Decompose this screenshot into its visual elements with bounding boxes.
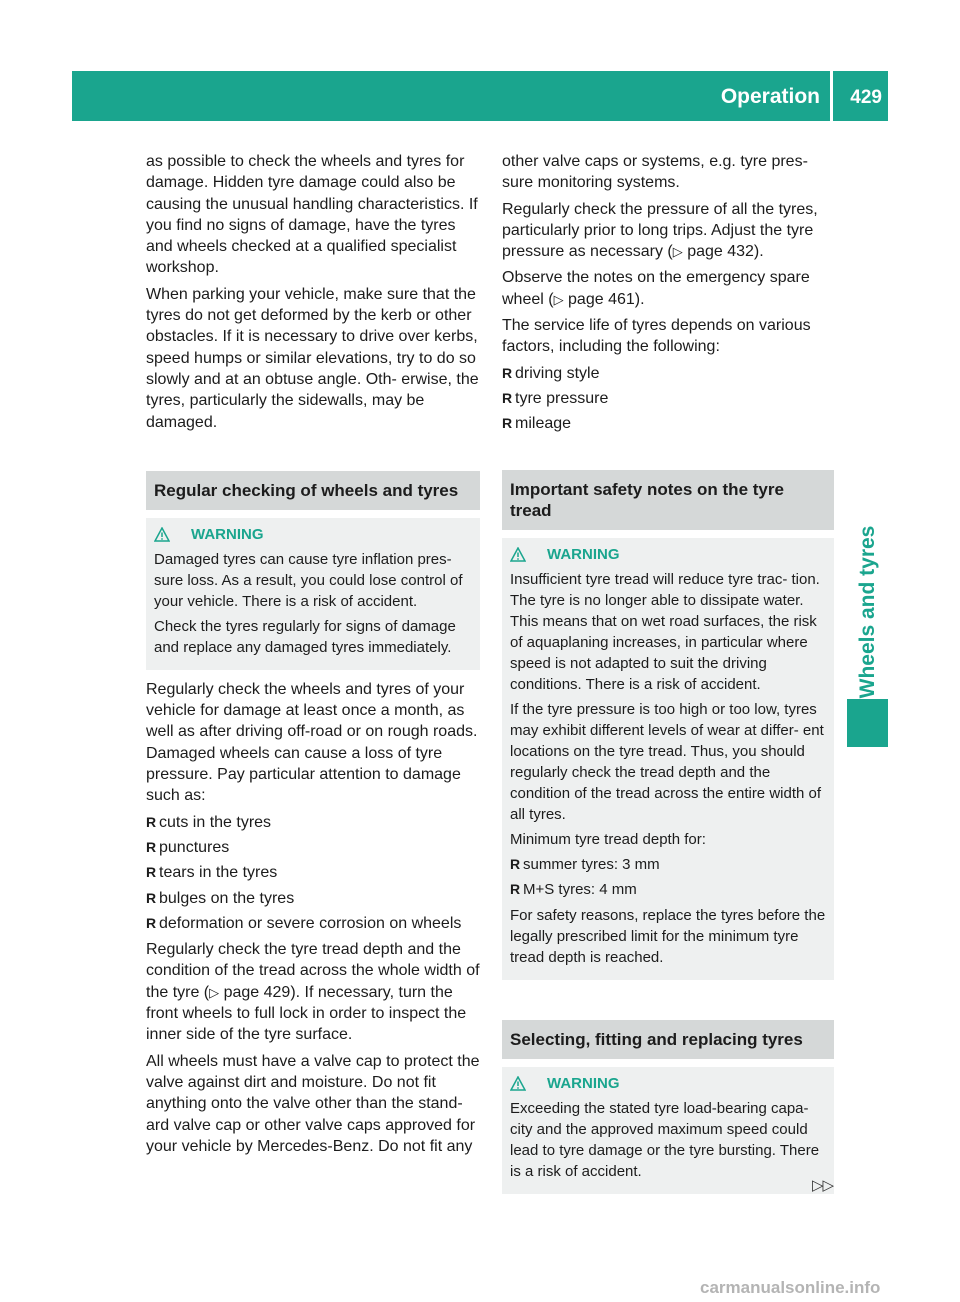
list-item: R tyre pressure: [502, 388, 834, 409]
paragraph: All wheels must have a valve cap to protect the valve against dirt and moisture. Do not fit anything onto the valve other than the stand- ard valve cap or other valve caps approved for your vehicle by Mercedes-Benz. Do not fit any: [146, 1052, 480, 1155]
damage-list: [146, 812, 480, 934]
spacer: [146, 438, 480, 471]
list-item: R tears in the tyres: [146, 862, 480, 883]
page-reference[interactable]: page 461: [568, 290, 635, 308]
list-item: R punctures: [146, 837, 480, 858]
tread-depth-list: [510, 854, 826, 900]
warning-triangle-icon: [510, 547, 526, 562]
warning-title: [154, 525, 472, 545]
chapter-marker-block: [847, 699, 888, 747]
header-divider: [830, 71, 833, 121]
section-heading-regular-checking: Regular checking of wheels and tyres: [146, 471, 480, 510]
chapter-tab: [847, 525, 888, 699]
warning-triangle-icon: [154, 527, 170, 542]
spacer: [502, 440, 834, 470]
list-item: R mileage: [502, 413, 834, 434]
section-heading-selecting-tyres: Selecting, fitting and replacing tyres: [502, 1020, 834, 1059]
page-reference[interactable]: page 429: [223, 983, 291, 1001]
warning-label: WARNING: [547, 1074, 620, 1092]
left-column: [146, 151, 480, 1162]
paragraph-text: ). If necessary, turn the front wheels to full lock in order to inspect the inner side of the tyre surface.: [146, 983, 467, 1044]
page-number: 429: [850, 87, 882, 108]
warning-triangle-icon: [510, 1076, 526, 1091]
list-item: R cuts in the tyres: [146, 812, 480, 833]
warning-label: WARNING: [191, 525, 264, 543]
paragraph: as possible to check the wheels and tyres for damage. Hidden tyre damage could also be causing the unusual handling characteristics. If you find no signs of damage, have the tyres and wheels checked at a qualified specialist workshop.: [146, 153, 478, 277]
paragraph: When parking your vehicle, make sure that the tyres do not get deformed by the kerb or other obstacles. If it is necessary to drive over kerbs, speed humps or similar elevations, try to do so slowly and at an obtuse angle. Oth- erwise, the tyres, particularly the sidewalls, may be damaged.: [146, 285, 479, 431]
reference-arrow-icon: ▷: [209, 984, 220, 1000]
paragraph-text: Regularly check the tyre tread depth and the condition of the tread across the whole width of the tyre (: [146, 941, 480, 1001]
warning-title: [510, 1074, 826, 1094]
paragraph: The service life of tyres depends on various factors, including the following:: [502, 317, 811, 356]
paragraph-text: ).: [634, 290, 645, 308]
page-reference[interactable]: page 432: [687, 243, 754, 261]
warning-text: Check the tyres regularly for signs of damage and replace any damaged tyres immediately.: [154, 617, 456, 656]
paragraph: Regularly check the wheels and tyres of your vehicle for damage at least once a month, as well as after driving off-road or on rough roads. Damaged wheels can cause a loss of tyre pressure. Pay particular attention to damage such as:: [146, 680, 478, 805]
paragraph-text: Observe the notes on the emergency spare wheel (: [502, 269, 810, 308]
list-item: R bulges on the tyres: [146, 888, 480, 909]
paragraph-text: ).: [753, 243, 764, 261]
warning-text: Minimum tyre tread depth for:: [510, 830, 706, 848]
paragraph-text: Regularly check the pressure of all the tyres, particularly prior to long trips. Adjust the tyre pressure as necessary (: [502, 200, 818, 261]
paragraph: [502, 267, 834, 310]
paragraph: [146, 939, 480, 1045]
reference-arrow-icon: ▷: [672, 244, 683, 260]
right-column: [502, 151, 834, 1203]
warning-title: [510, 545, 826, 565]
spacer: [502, 989, 834, 1020]
paragraph: other valve caps or systems, e.g. tyre pres- sure monitoring systems.: [502, 153, 808, 192]
section-title: Operation: [720, 85, 820, 108]
reference-arrow-icon: ▷: [553, 291, 564, 307]
section-heading-tyre-tread: Important safety notes on the tyre tread: [502, 470, 834, 530]
warning-text: Exceeding the stated tyre load-bearing capa- city and the approved maximum speed could lead to tyre damage or the tyre bursting. There is a risk of accident.: [510, 1099, 820, 1180]
warning-label: WARNING: [547, 545, 620, 563]
list-item: R M+S tyres: 4 mm: [510, 879, 826, 900]
warning-text: If the tyre pressure is too high or too low, tyres may exhibit different levels of wear at differ- ent locations on the tyre tread. Thus, you should regularly check the tread depth and the condition of the tread across the entire width of all tyres.: [510, 700, 824, 823]
warning-text: Insufficient tyre tread will reduce tyre trac- tion. The tyre is no longer able to dissipate water. This means that on wet road surfaces, the risk of aquaplaning increases, in particular where speed is not adapted to suit the driving conditions. There is a risk of accident.: [510, 570, 820, 693]
paragraph: [502, 199, 834, 263]
warning-box: [502, 538, 834, 980]
factors-list: [502, 363, 834, 435]
list-item: R driving style: [502, 363, 834, 384]
warning-box: [146, 518, 480, 670]
warning-box: [502, 1067, 834, 1194]
warning-text: Damaged tyres can cause tyre inflation pres- sure loss. As a result, you could lose control of your vehicle. There is a risk of accident.: [154, 550, 463, 610]
chapter-tab-label: Wheels and tyres: [855, 525, 879, 699]
warning-text: For safety reasons, replace the tyres before the legally prescribed limit for the minimum tyre tread depth is reached.: [510, 906, 826, 966]
list-item: R deformation or severe corrosion on wheels: [146, 913, 480, 934]
continue-arrows-icon: ▷▷: [812, 1177, 834, 1194]
watermark: carmanualsonline.info: [700, 1278, 881, 1297]
header-bar: [72, 71, 888, 121]
list-item: R summer tyres: 3 mm: [510, 854, 826, 875]
